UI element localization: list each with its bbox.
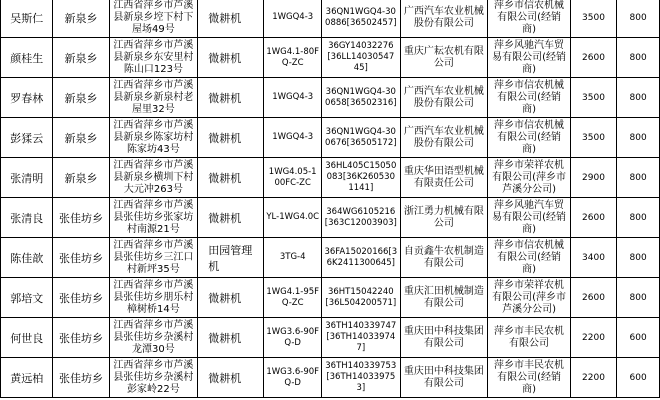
cell-town: 新泉乡 bbox=[53, 78, 109, 118]
cell-dealer: 萍乡市信农机械有限公司(经销商) bbox=[488, 0, 570, 38]
cell-cert: 36TH140339753[36TH140339753] bbox=[322, 358, 400, 398]
cell-price: 3500 bbox=[570, 0, 616, 38]
cell-address: 江西省萍乡市芦溪县张佳坊乡三江口村新坪35号 bbox=[109, 238, 198, 278]
cell-price: 2900 bbox=[570, 158, 616, 198]
cell-model: 1WG4.1-95FQ-ZC bbox=[264, 278, 322, 318]
cell-name: 颜桂生 bbox=[1, 38, 53, 78]
cell-subsidy: 800 bbox=[617, 278, 660, 318]
table-row bbox=[1, 278, 660, 318]
cell-price: 2600 bbox=[570, 38, 616, 78]
cell-address: 江西省萍乡市芦溪县新泉乡陈家坊村陈家坊43号 bbox=[109, 118, 198, 158]
cell-town: 新泉乡 bbox=[53, 118, 109, 158]
cell-maker: 重庆田中科技集团有限公司 bbox=[400, 358, 488, 398]
cell-cert: 364WG6105216[363C12003903] bbox=[322, 198, 400, 238]
cell-model: 1WGQ4-3 bbox=[264, 78, 322, 118]
table-row bbox=[1, 318, 660, 358]
cell-subsidy: 800 bbox=[617, 158, 660, 198]
cell-type: 微耕机 bbox=[198, 158, 264, 198]
cell-subsidy: 800 bbox=[617, 78, 660, 118]
cell-dealer: 萍乡市信农机械有限公司(经销商) bbox=[488, 118, 570, 158]
table-body bbox=[1, 0, 660, 398]
cell-cert: 36QN1WGQ4-300676[36505172] bbox=[322, 118, 400, 158]
cell-town: 张佳坊乡 bbox=[53, 358, 109, 398]
cell-model: YL-1WG4.0C bbox=[264, 198, 322, 238]
cell-model: 1WGQ4-3 bbox=[264, 0, 322, 38]
cell-town: 张佳坊乡 bbox=[53, 238, 109, 278]
cell-dealer: 萍乡风驰汽车贸易有限公司(经销商) bbox=[488, 198, 570, 238]
cell-price: 2200 bbox=[570, 358, 616, 398]
cell-price: 2600 bbox=[570, 278, 616, 318]
cell-model: 3TG-4 bbox=[264, 238, 322, 278]
cell-town: 新泉乡 bbox=[53, 158, 109, 198]
table-row bbox=[1, 238, 660, 278]
cell-dealer: 萍乡市荣祥农机有限公司(萍乡市芦溪分公司) bbox=[488, 158, 570, 198]
cell-dealer: 萍乡市丰民农机有限公司(经销商) bbox=[488, 358, 570, 398]
cell-address: 江西省萍乡市芦溪县张佳坊乡张家坊村南源21号 bbox=[109, 198, 198, 238]
cell-maker: 广西汽车农业机械股份有限公司 bbox=[400, 0, 488, 38]
cell-type: 微耕机 bbox=[198, 198, 264, 238]
cell-name: 陈佳歆 bbox=[1, 238, 53, 278]
table-row bbox=[1, 0, 660, 38]
cell-address: 江西省萍乡市芦溪县张佳坊乡杂溪村彭家岭22号 bbox=[109, 358, 198, 398]
cell-type: 微耕机 bbox=[198, 358, 264, 398]
table-row bbox=[1, 158, 660, 198]
cell-cert: 36QN1WGQ4-300886[36502457] bbox=[322, 0, 400, 38]
cell-type: 微耕机 bbox=[198, 318, 264, 358]
cell-model: 1WG3.6-90FQ-D bbox=[264, 358, 322, 398]
cell-address: 江西省萍乡市芦溪县新泉乡横圳下村大元冲263号 bbox=[109, 158, 198, 198]
cell-name: 彭猱云 bbox=[1, 118, 53, 158]
cell-model: 1WGQ4-3 bbox=[264, 118, 322, 158]
cell-cert: 36FA15020166[36K2411300645] bbox=[322, 238, 400, 278]
cell-dealer: 萍乡市信农机械有限公司(经销商) bbox=[488, 238, 570, 278]
cell-price: 3500 bbox=[570, 78, 616, 118]
cell-dealer: 萍乡市丰民农机有限公司 bbox=[488, 318, 570, 358]
cell-name: 罗春林 bbox=[1, 78, 53, 118]
cell-dealer: 萍乡市荣祥农机有限公司(萍乡市芦溪分公司) bbox=[488, 278, 570, 318]
cell-type: 微耕机 bbox=[198, 0, 264, 38]
cell-name: 黄远柏 bbox=[1, 358, 53, 398]
cell-type: 微耕机 bbox=[198, 118, 264, 158]
cell-cert: 36HT15042240[36L504200571] bbox=[322, 278, 400, 318]
cell-maker: 广西汽车农业机械股份有限公司 bbox=[400, 78, 488, 118]
cell-type: 微耕机 bbox=[198, 38, 264, 78]
cell-subsidy: 800 bbox=[617, 0, 660, 38]
cell-address: 江西省萍乡市芦溪县新泉乡埪下村下屋场49号 bbox=[109, 0, 198, 38]
cell-cert: 36GY14032276[36LL14030547 45] bbox=[322, 38, 400, 78]
cell-maker: 自贡鑫牛农机制造有限公司 bbox=[400, 238, 488, 278]
cell-maker: 广西汽车农业机械股份有限公司 bbox=[400, 118, 488, 158]
cell-town: 新泉乡 bbox=[53, 38, 109, 78]
cell-price: 3500 bbox=[570, 118, 616, 158]
cell-name: 何世良 bbox=[1, 318, 53, 358]
cell-type: 微耕机 bbox=[198, 78, 264, 118]
table-row bbox=[1, 198, 660, 238]
cell-cert: 36TH140339747[36TH140339747] bbox=[322, 318, 400, 358]
cell-subsidy: 800 bbox=[617, 38, 660, 78]
cell-subsidy: 800 bbox=[617, 238, 660, 278]
cell-price: 2200 bbox=[570, 318, 616, 358]
cell-name: 张清良 bbox=[1, 198, 53, 238]
table-row bbox=[1, 358, 660, 398]
cell-town: 新泉乡 bbox=[53, 0, 109, 38]
cell-type: 田园管理机 bbox=[198, 238, 264, 278]
cell-maker: 重庆广耘农机有限公司 bbox=[400, 38, 488, 78]
table-row bbox=[1, 118, 660, 158]
cell-dealer: 萍乡风驰汽车贸易有限公司(经销商) bbox=[488, 38, 570, 78]
cell-type: 微耕机 bbox=[198, 278, 264, 318]
cell-address: 江西省萍乡市芦溪县张佳坊乡杂溪村龙潭30号 bbox=[109, 318, 198, 358]
cell-model: 1WG4.05-100FC-ZC bbox=[264, 158, 322, 198]
cell-model: 1WG4.1-80FQ-ZC bbox=[264, 38, 322, 78]
cell-address: 江西省萍乡市芦溪县新泉乡新泉村老屋里32号 bbox=[109, 78, 198, 118]
cell-address: 江西省萍乡市芦溪县新泉乡东安里村陈山口123号 bbox=[109, 38, 198, 78]
cell-name: 吴斯仁 bbox=[1, 0, 53, 38]
cell-town: 张佳坊乡 bbox=[53, 318, 109, 358]
cell-dealer: 萍乡市信农机械有限公司(经销商) bbox=[488, 78, 570, 118]
cell-cert: 36HL405C15050083[36K2605301141] bbox=[322, 158, 400, 198]
cell-subsidy: 600 bbox=[617, 318, 660, 358]
cell-name: 郭培文 bbox=[1, 278, 53, 318]
cell-maker: 重庆华田语型机械有限责任公司 bbox=[400, 158, 488, 198]
cell-town: 张佳坊乡 bbox=[53, 198, 109, 238]
cell-subsidy: 800 bbox=[617, 198, 660, 238]
cell-maker: 重庆汇田机械制造有限公司 bbox=[400, 278, 488, 318]
table-row bbox=[1, 38, 660, 78]
cell-cert: 36QN1WGQ4-300658[36502316] bbox=[322, 78, 400, 118]
cell-subsidy: 800 bbox=[617, 118, 660, 158]
cell-name: 张清明 bbox=[1, 158, 53, 198]
cell-price: 2600 bbox=[570, 198, 616, 238]
cell-maker: 重庆田中科技集团有限公司 bbox=[400, 318, 488, 358]
cell-address: 江西省萍乡市芦溪县张佳坊乡朋乐村樟树桥14号 bbox=[109, 278, 198, 318]
cell-maker: 浙江勇力机械有限公司 bbox=[400, 198, 488, 238]
cell-subsidy: 600 bbox=[617, 358, 660, 398]
cell-town: 张佳坊乡 bbox=[53, 278, 109, 318]
cell-model: 1WG3.6-90FQ-D bbox=[264, 318, 322, 358]
table-row bbox=[1, 78, 660, 118]
cell-price: 3400 bbox=[570, 238, 616, 278]
